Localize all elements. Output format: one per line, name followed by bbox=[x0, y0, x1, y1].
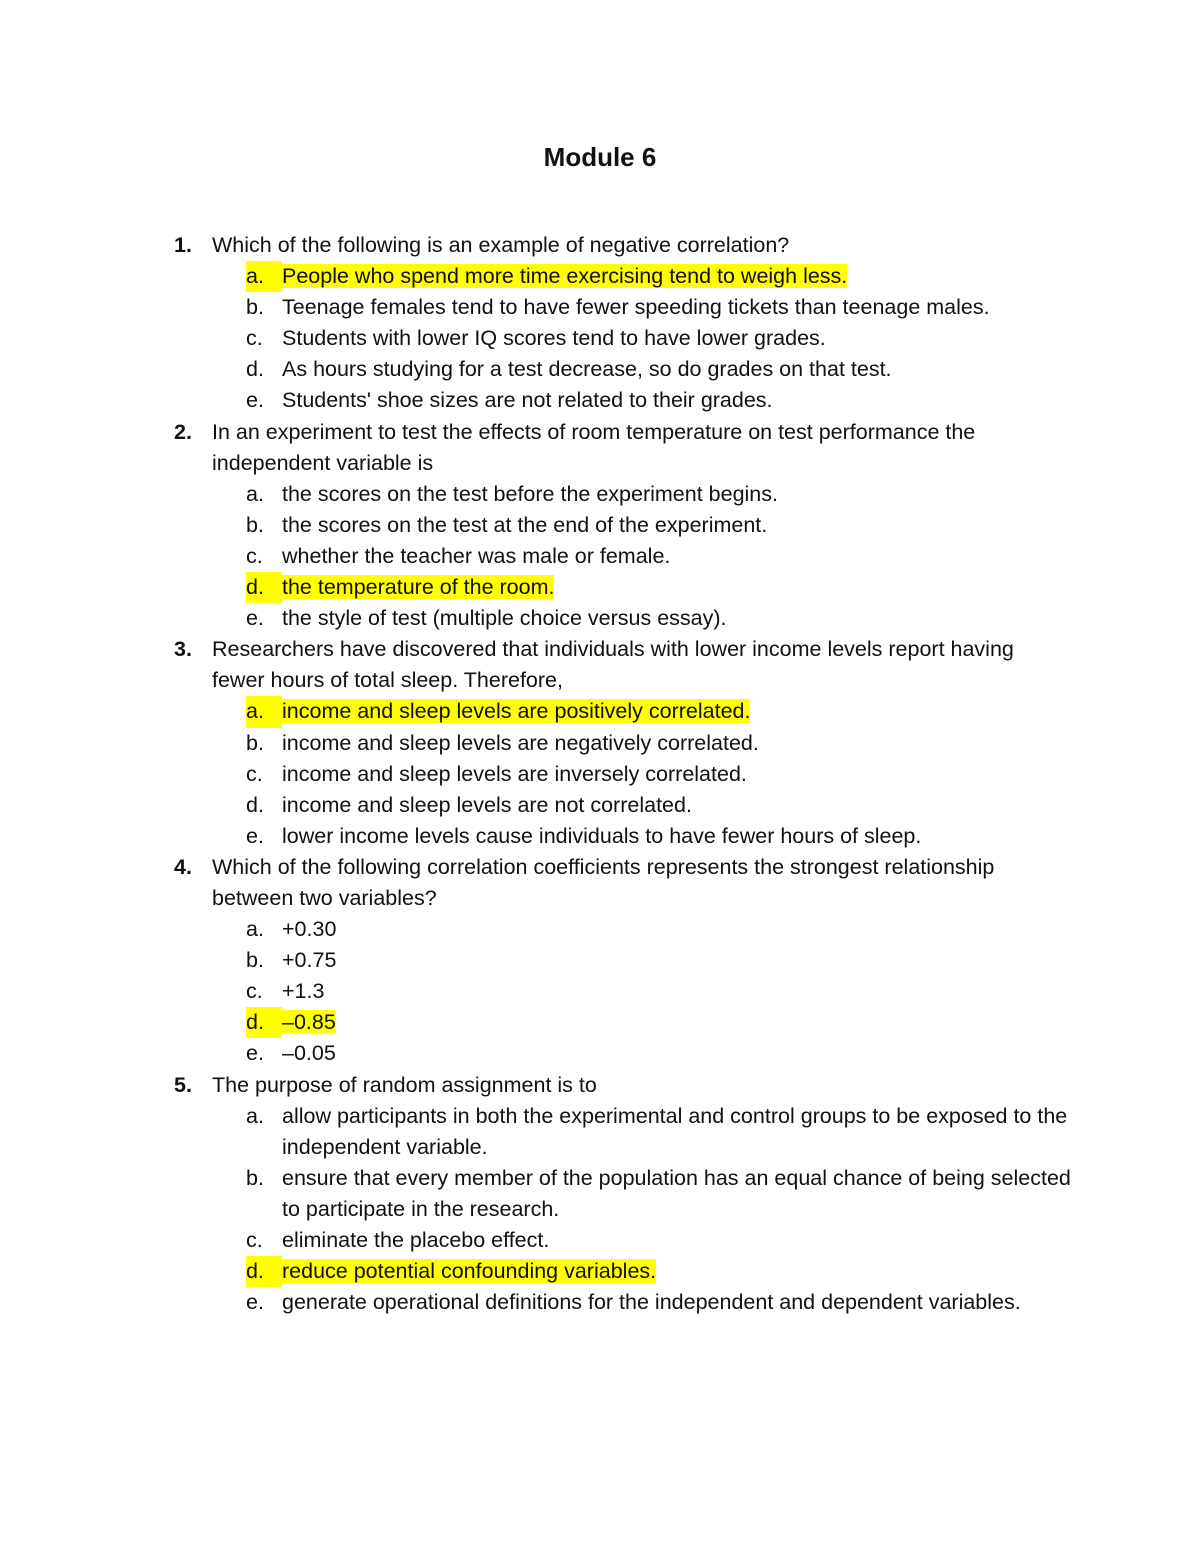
option-c bbox=[212, 759, 1072, 790]
option-d bbox=[212, 1007, 1072, 1038]
option-e bbox=[212, 1038, 1072, 1069]
option-letter: c. bbox=[246, 761, 263, 786]
option-a bbox=[212, 479, 1072, 510]
question-number: 4. bbox=[174, 854, 192, 879]
option-c bbox=[212, 976, 1072, 1007]
question-1 bbox=[0, 230, 1072, 417]
option-d bbox=[212, 354, 1072, 385]
option-b bbox=[212, 1163, 1072, 1225]
option-a bbox=[212, 914, 1072, 945]
option-text: People who spend more time exercising tend to weigh less. bbox=[282, 264, 848, 289]
question-5 bbox=[0, 1070, 1072, 1319]
question-text: The purpose of random assignment is to bbox=[212, 1072, 597, 1097]
option-text: As hours studying for a test decrease, so do grades on that test. bbox=[282, 357, 892, 382]
option-d bbox=[212, 1256, 1072, 1287]
option-text: –0.05 bbox=[282, 1041, 336, 1066]
option-text: whether the teacher was male or female. bbox=[282, 543, 671, 568]
option-text: the style of test (multiple choice versus essay). bbox=[282, 606, 727, 631]
option-e bbox=[212, 821, 1072, 852]
option-letter: b. bbox=[246, 512, 264, 537]
option-text: income and sleep levels are not correlated. bbox=[282, 792, 692, 817]
option-list bbox=[212, 261, 1072, 416]
option-letter: b. bbox=[246, 730, 264, 755]
option-letter: c. bbox=[246, 979, 263, 1004]
option-text: ensure that every member of the population has an equal chance of being selected to participate in the research. bbox=[282, 1165, 1071, 1221]
option-text: reduce potential confounding variables. bbox=[282, 1259, 657, 1284]
option-c bbox=[212, 1225, 1072, 1256]
option-letter: b. bbox=[246, 1165, 264, 1190]
option-letter: a. bbox=[246, 261, 282, 292]
option-c bbox=[212, 323, 1072, 354]
option-letter: e. bbox=[246, 388, 264, 413]
option-b bbox=[212, 945, 1072, 976]
option-b bbox=[212, 728, 1072, 759]
option-text: generate operational definitions for the independent and dependent variables. bbox=[282, 1290, 1021, 1315]
option-letter: d. bbox=[246, 572, 282, 603]
option-list bbox=[212, 696, 1072, 851]
option-a bbox=[212, 261, 1072, 292]
option-list bbox=[212, 914, 1072, 1069]
option-c bbox=[212, 541, 1072, 572]
option-letter: c. bbox=[246, 326, 263, 351]
option-b bbox=[212, 292, 1072, 323]
question-list bbox=[0, 230, 1200, 1318]
option-letter: b. bbox=[246, 295, 264, 320]
option-text: the temperature of the room. bbox=[282, 575, 555, 600]
option-a bbox=[212, 1101, 1072, 1163]
question-number: 3. bbox=[174, 637, 192, 662]
option-text: lower income levels cause individuals to have fewer hours of sleep. bbox=[282, 823, 922, 848]
question-number: 1. bbox=[174, 233, 192, 257]
option-text: +0.75 bbox=[282, 948, 337, 973]
option-letter: a. bbox=[246, 917, 264, 942]
option-letter: d. bbox=[246, 357, 264, 382]
option-letter: a. bbox=[246, 1103, 264, 1128]
question-2 bbox=[0, 417, 1072, 635]
option-list bbox=[212, 1101, 1072, 1319]
option-text: +0.30 bbox=[282, 917, 337, 942]
option-letter: a. bbox=[246, 481, 264, 506]
option-letter: e. bbox=[246, 606, 264, 631]
option-text: income and sleep levels are positively correlated. bbox=[282, 699, 751, 724]
option-letter: d. bbox=[246, 1256, 282, 1287]
option-list bbox=[212, 479, 1072, 634]
option-letter: b. bbox=[246, 948, 264, 973]
question-text: Which of the following correlation coefficients represents the strongest relationship between two variables? bbox=[212, 854, 995, 910]
option-text: allow participants in both the experimental and control groups to be exposed to the independent variable. bbox=[282, 1103, 1068, 1159]
option-letter: e. bbox=[246, 1290, 264, 1315]
option-text: Students' shoe sizes are not related to their grades. bbox=[282, 388, 773, 413]
option-a bbox=[212, 696, 1072, 727]
question-number: 2. bbox=[174, 419, 192, 444]
question-text: In an experiment to test the effects of room temperature on test performance the independent variable is bbox=[212, 419, 976, 475]
option-text: +1.3 bbox=[282, 979, 325, 1004]
option-letter: d. bbox=[246, 1007, 282, 1038]
question-4 bbox=[0, 852, 1072, 1070]
option-text: –0.85 bbox=[282, 1010, 336, 1035]
option-e bbox=[212, 385, 1072, 416]
option-letter: a. bbox=[246, 696, 282, 727]
question-3 bbox=[0, 634, 1072, 852]
option-d bbox=[212, 572, 1072, 603]
question-text: Which of the following is an example of negative correlation? bbox=[212, 233, 790, 257]
option-text: Teenage females tend to have fewer speeding tickets than teenage males. bbox=[282, 295, 990, 320]
option-text: eliminate the placebo effect. bbox=[282, 1228, 550, 1252]
option-text: the scores on the test before the experiment begins. bbox=[282, 481, 778, 506]
option-text: income and sleep levels are inversely correlated. bbox=[282, 761, 747, 786]
option-text: income and sleep levels are negatively correlated. bbox=[282, 730, 759, 755]
option-letter: d. bbox=[246, 792, 264, 817]
option-d bbox=[212, 790, 1072, 821]
option-e bbox=[212, 603, 1072, 634]
page-title: Module 6 bbox=[543, 142, 657, 172]
option-text: Students with lower IQ scores tend to have lower grades. bbox=[282, 326, 826, 351]
option-letter: c. bbox=[246, 543, 263, 568]
option-letter: c. bbox=[246, 1228, 263, 1252]
option-letter: e. bbox=[246, 1041, 264, 1066]
question-number: 5. bbox=[174, 1072, 192, 1097]
option-e bbox=[212, 1287, 1072, 1318]
option-text: the scores on the test at the end of the experiment. bbox=[282, 512, 768, 537]
option-letter: e. bbox=[246, 823, 264, 848]
question-text: Researchers have discovered that individuals with lower income levels report having fewer hours of total sleep. Therefore, bbox=[212, 637, 1014, 693]
option-b bbox=[212, 510, 1072, 541]
